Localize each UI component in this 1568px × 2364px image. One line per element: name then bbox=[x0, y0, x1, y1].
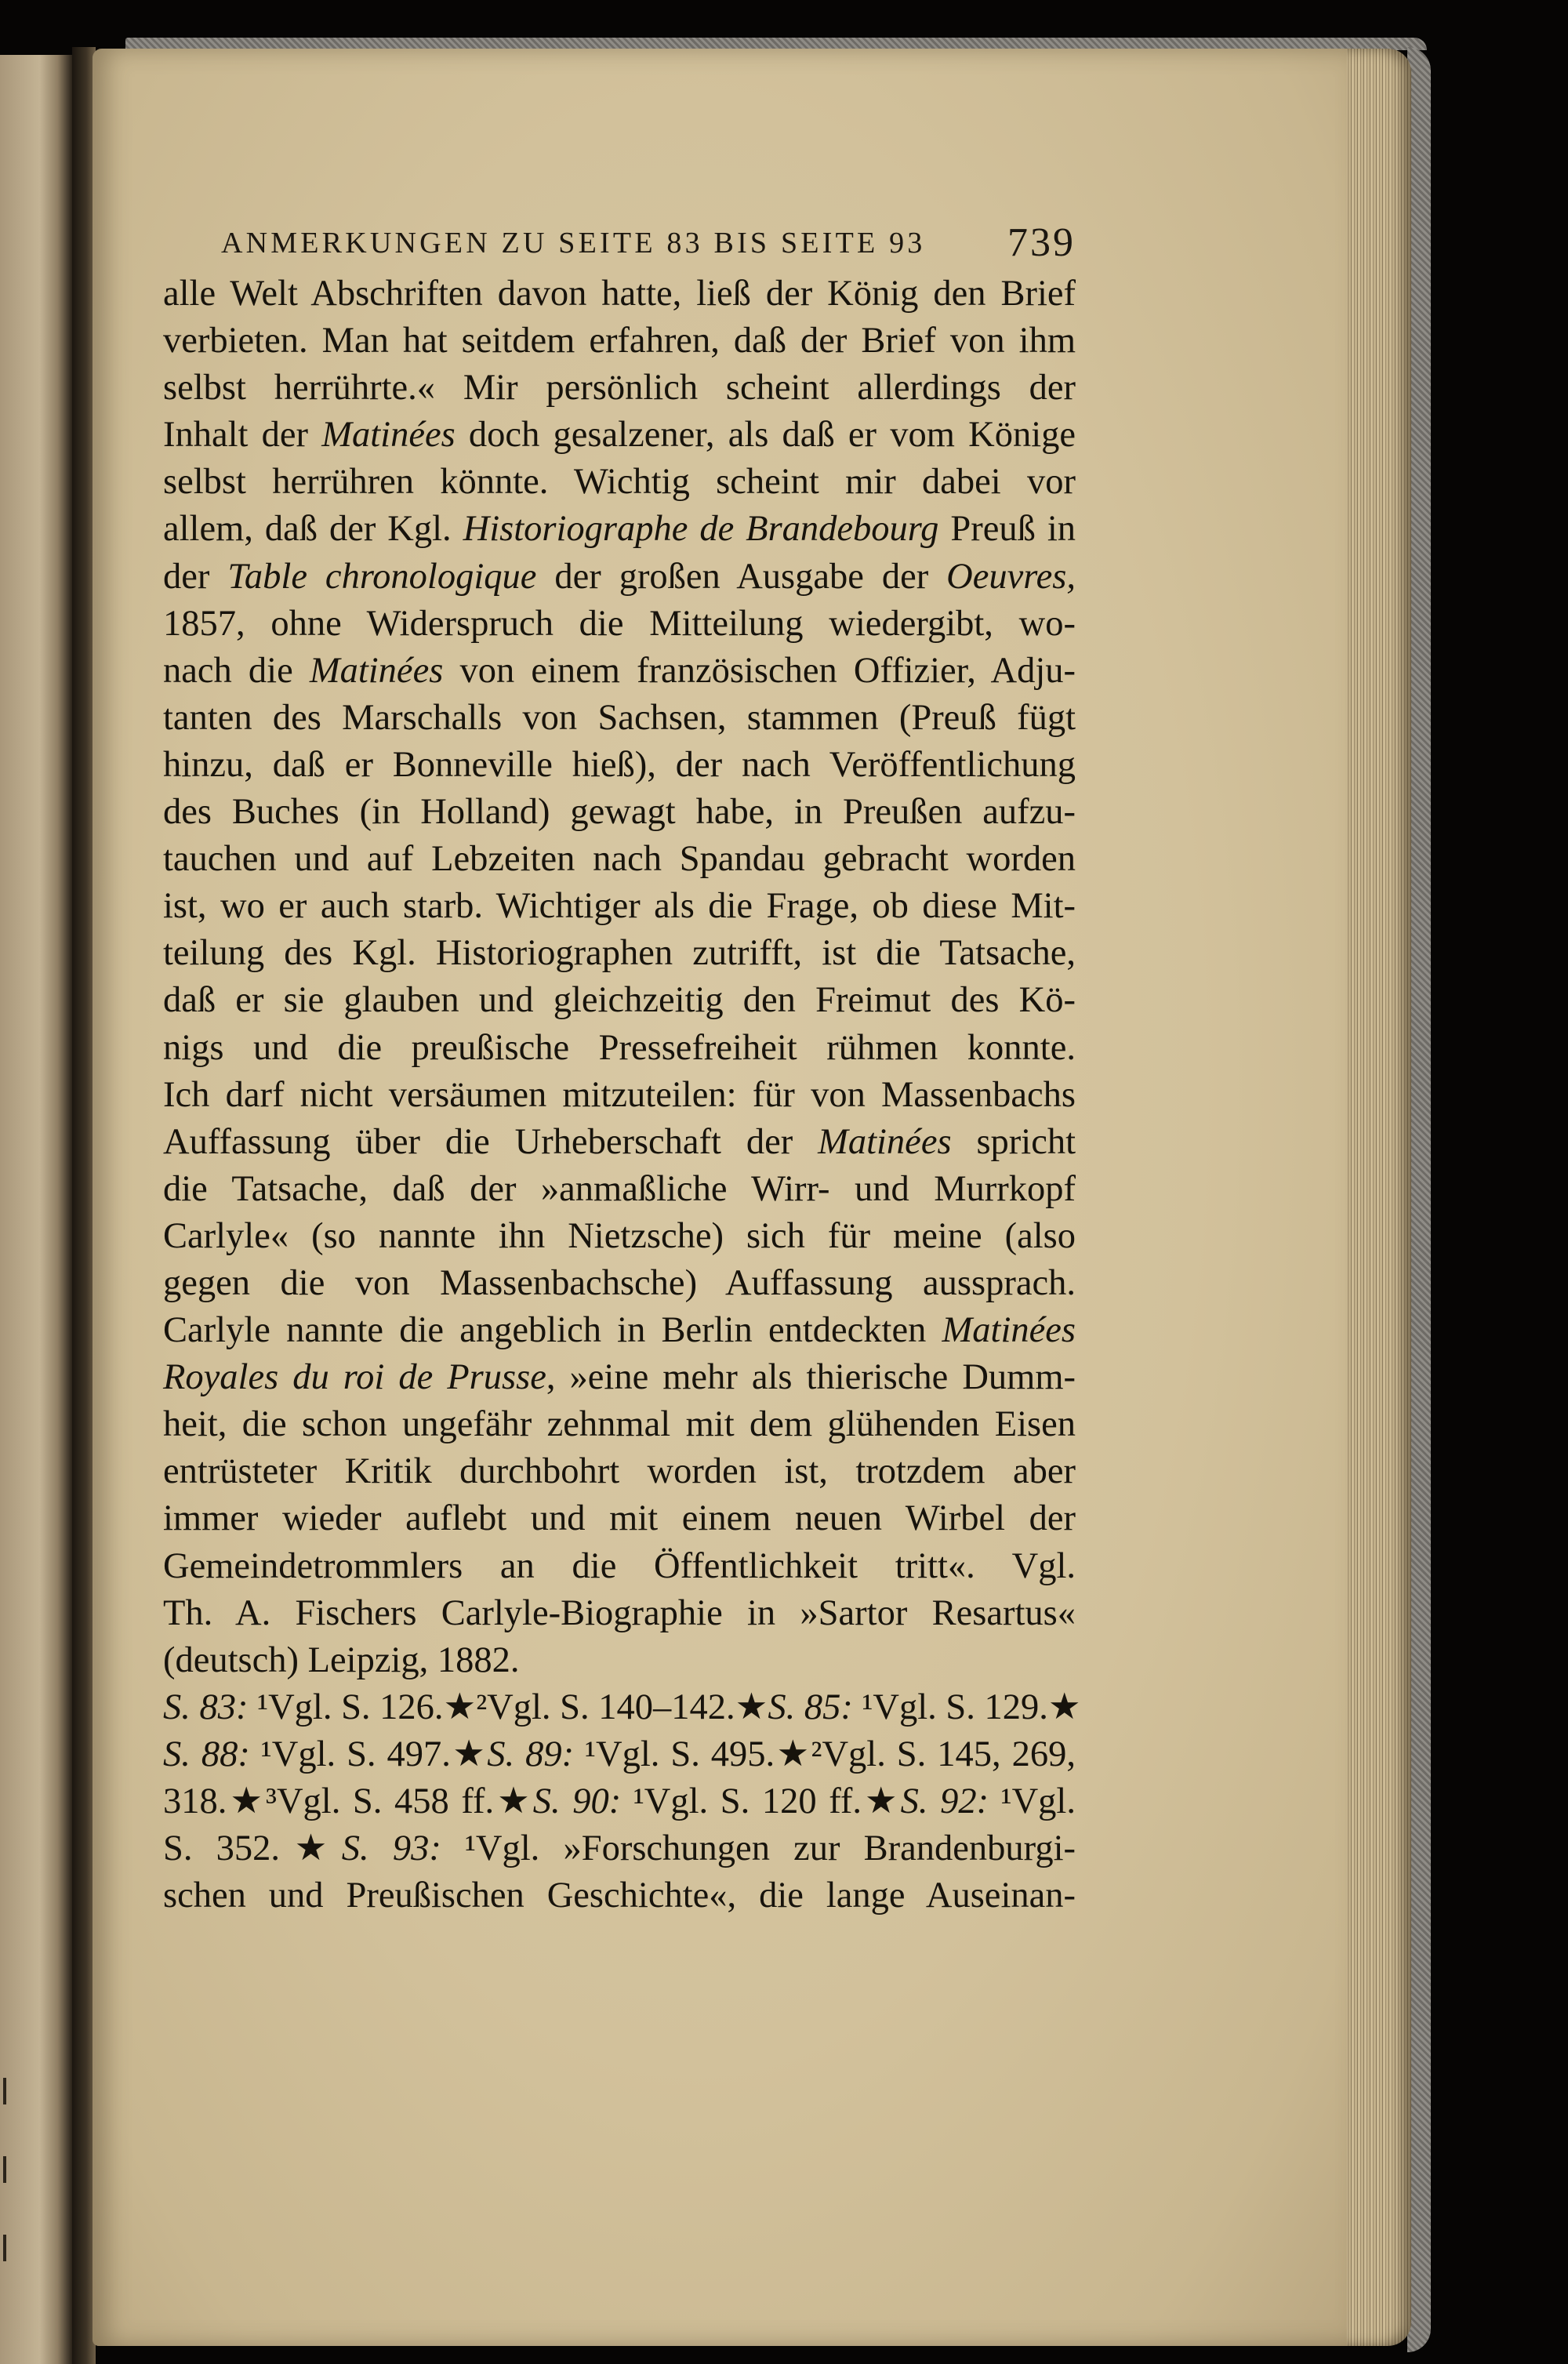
italic-text: S. 92: bbox=[900, 1781, 989, 1821]
text-run: (deutsch) Leipzig, 1882. bbox=[163, 1640, 520, 1680]
text-run: , »eine mehr als thierische Dumm- bbox=[546, 1357, 1076, 1398]
facing-page-mark bbox=[3, 2235, 6, 2261]
italic-text: Matinées bbox=[942, 1310, 1076, 1351]
text-line bbox=[163, 930, 1076, 977]
text-line bbox=[163, 1072, 1076, 1119]
text-line bbox=[163, 1731, 1076, 1778]
text-line bbox=[163, 601, 1076, 648]
italic-text: Matinées bbox=[321, 415, 456, 456]
text-run: heit, die schon ungefähr zehnmal mit dem glühenden Eisen bbox=[163, 1404, 1076, 1445]
text-run: doch gesalzener, als daß er vom Könige bbox=[455, 415, 1076, 456]
facing-page-mark bbox=[3, 2156, 6, 2183]
text-run: spricht bbox=[951, 1121, 1076, 1162]
text-run: 1857, ohne Widerspruch die Mitteilung wiedergibt, wo- bbox=[163, 603, 1076, 644]
text-run: entrüsteter Kritik durchbohrt worden ist, trotzdem aber bbox=[163, 1451, 1076, 1492]
italic-text: Royales du roi de Prusse bbox=[163, 1357, 546, 1398]
text-run: tauchen und auf Lebzeiten nach Spandau gebracht worden bbox=[163, 839, 1076, 880]
text-run: Th. A. Fischers Carlyle-Biographie in »Sartor Resartus« bbox=[163, 1592, 1076, 1633]
text-line bbox=[163, 1025, 1076, 1072]
text-run: selbst herrührte.« Mir persönlich scheint allerdings der bbox=[163, 368, 1076, 409]
text-line bbox=[163, 742, 1076, 789]
text-run: der bbox=[163, 556, 228, 597]
text-line bbox=[163, 1825, 1076, 1872]
text-line bbox=[163, 554, 1076, 601]
page-number: 739 bbox=[1007, 220, 1076, 265]
text-line bbox=[163, 271, 1076, 318]
text-line bbox=[163, 318, 1076, 365]
italic-text: S. 85: bbox=[768, 1687, 853, 1727]
text-line bbox=[163, 1354, 1076, 1401]
text-run: Carlyle« (so nannte ihn Nietzsche) sich für meine (also bbox=[163, 1215, 1076, 1256]
page-header bbox=[221, 220, 1076, 274]
text-run: nach die bbox=[163, 650, 310, 691]
text-run: der großen Ausgabe der bbox=[536, 556, 947, 597]
text-run: ¹Vgl. S. 126.★²Vgl. S. 140–142.★ bbox=[248, 1687, 768, 1727]
text-line bbox=[163, 977, 1076, 1024]
text-line bbox=[163, 1590, 1076, 1637]
body-text bbox=[163, 271, 1081, 1919]
italic-text: S. 83: bbox=[163, 1687, 249, 1727]
italic-text: Matinées bbox=[309, 650, 444, 691]
text-run: tanten des Marschalls von Sachsen, stammen (Preuß fügt bbox=[163, 697, 1076, 738]
text-run: ¹Vgl. S. 495.★²Vgl. S. 145, 269, bbox=[574, 1734, 1076, 1774]
text-run: verbieten. Man hat seitdem erfahren, daß der Brief von ihm bbox=[163, 321, 1076, 361]
italic-text: Table chronologique bbox=[227, 556, 537, 597]
text-line bbox=[163, 1213, 1076, 1260]
italic-text: Historiographe de Brandebourg bbox=[463, 509, 939, 550]
text-run: ¹Vgl. S. 129.★ bbox=[852, 1687, 1081, 1727]
text-run: 318.★³Vgl. S. 458 ff.★ bbox=[163, 1781, 533, 1821]
text-run: Preuß in bbox=[938, 509, 1076, 550]
facing-page-mark bbox=[3, 2078, 6, 2104]
text-line bbox=[163, 789, 1076, 836]
text-line bbox=[163, 1872, 1076, 1919]
text-line bbox=[163, 1684, 1081, 1731]
text-run: ¹Vgl. »Forschungen zur Brandenburgi- bbox=[441, 1828, 1076, 1869]
text-run: Inhalt der bbox=[163, 415, 322, 456]
facing-page-edge bbox=[0, 55, 72, 2364]
italic-text: S. 89: bbox=[487, 1734, 575, 1774]
text-run: daß er sie glauben und gleichzeitig den Freimut des Kö- bbox=[163, 980, 1076, 1021]
running-title: ANMERKUNGEN ZU SEITE 83 BIS SEITE 93 bbox=[221, 227, 926, 260]
italic-text: S. 88: bbox=[163, 1734, 250, 1774]
text-line bbox=[163, 648, 1076, 695]
text-run: Auffassung über die Urheberschaft der bbox=[163, 1121, 818, 1162]
text-run: des Buches (in Holland) gewagt habe, in Preußen aufzu- bbox=[163, 792, 1076, 833]
text-run: schen und Preußischen Geschichte«, die lange Auseinan- bbox=[163, 1876, 1076, 1916]
text-line bbox=[163, 459, 1076, 506]
text-line bbox=[163, 836, 1076, 883]
text-line bbox=[163, 695, 1076, 742]
text-run: die Tatsache, daß der »anmaßliche Wirr- und Murrkopf bbox=[163, 1168, 1076, 1209]
text-run: S. 352.★ bbox=[163, 1828, 342, 1869]
text-run: nigs und die preußische Pressefreiheit rühmen konnte. bbox=[163, 1027, 1076, 1068]
text-run: ist, wo er auch starb. Wichtiger als die Frage, ob diese Mit- bbox=[163, 886, 1076, 927]
italic-text: S. 93: bbox=[341, 1828, 441, 1869]
text-run: gegen die von Massenbachsche) Auffassung aussprach. bbox=[163, 1262, 1076, 1303]
italic-text: Matinées bbox=[818, 1121, 952, 1162]
text-line bbox=[163, 1119, 1076, 1166]
text-run: Gemeindetrommlers an die Öffentlichkeit tritt«. Vgl. bbox=[163, 1545, 1076, 1586]
text-line bbox=[163, 1637, 1076, 1684]
text-run: Carlyle nannte die angeblich in Berlin entdeckten bbox=[163, 1310, 942, 1351]
text-line bbox=[163, 1260, 1076, 1307]
text-line bbox=[163, 412, 1076, 459]
text-run: selbst herrühren könnte. Wichtig scheint mir dabei vor bbox=[163, 462, 1076, 503]
text-line bbox=[163, 1307, 1076, 1354]
text-line bbox=[163, 1401, 1076, 1448]
text-run: ¹Vgl. bbox=[989, 1781, 1076, 1821]
text-line bbox=[163, 365, 1076, 412]
text-line bbox=[163, 1543, 1076, 1590]
text-line bbox=[163, 1778, 1076, 1825]
text-line bbox=[163, 1495, 1076, 1542]
text-run: allem, daß der Kgl. bbox=[163, 509, 463, 550]
italic-text: Oeuvres, bbox=[946, 556, 1076, 597]
text-run: hinzu, daß er Bonneville hieß), der nach Veröffentlichung bbox=[163, 744, 1076, 785]
text-line bbox=[163, 506, 1076, 553]
text-line bbox=[163, 883, 1076, 930]
text-run: Ich darf nicht versäumen mitzuteilen: für von Massenbachs bbox=[163, 1074, 1076, 1115]
italic-text: S. 90: bbox=[532, 1781, 622, 1821]
text-run: teilung des Kgl. Historiographen zutrifft, ist die Tatsache, bbox=[163, 933, 1076, 974]
text-run: ¹Vgl. S. 120 ff.★ bbox=[621, 1781, 901, 1821]
text-run: ¹Vgl. S. 497.★ bbox=[249, 1734, 488, 1774]
text-run: von einem französischen Offizier, Adju- bbox=[443, 650, 1076, 691]
text-run: alle Welt Abschriften davon hatte, ließ der König den Brief bbox=[163, 274, 1076, 314]
text-run: immer wieder auflebt und mit einem neuen Wirbel der bbox=[163, 1498, 1076, 1539]
text-line bbox=[163, 1166, 1076, 1213]
page-stack-edge bbox=[1342, 49, 1411, 2346]
text-line bbox=[163, 1448, 1076, 1495]
